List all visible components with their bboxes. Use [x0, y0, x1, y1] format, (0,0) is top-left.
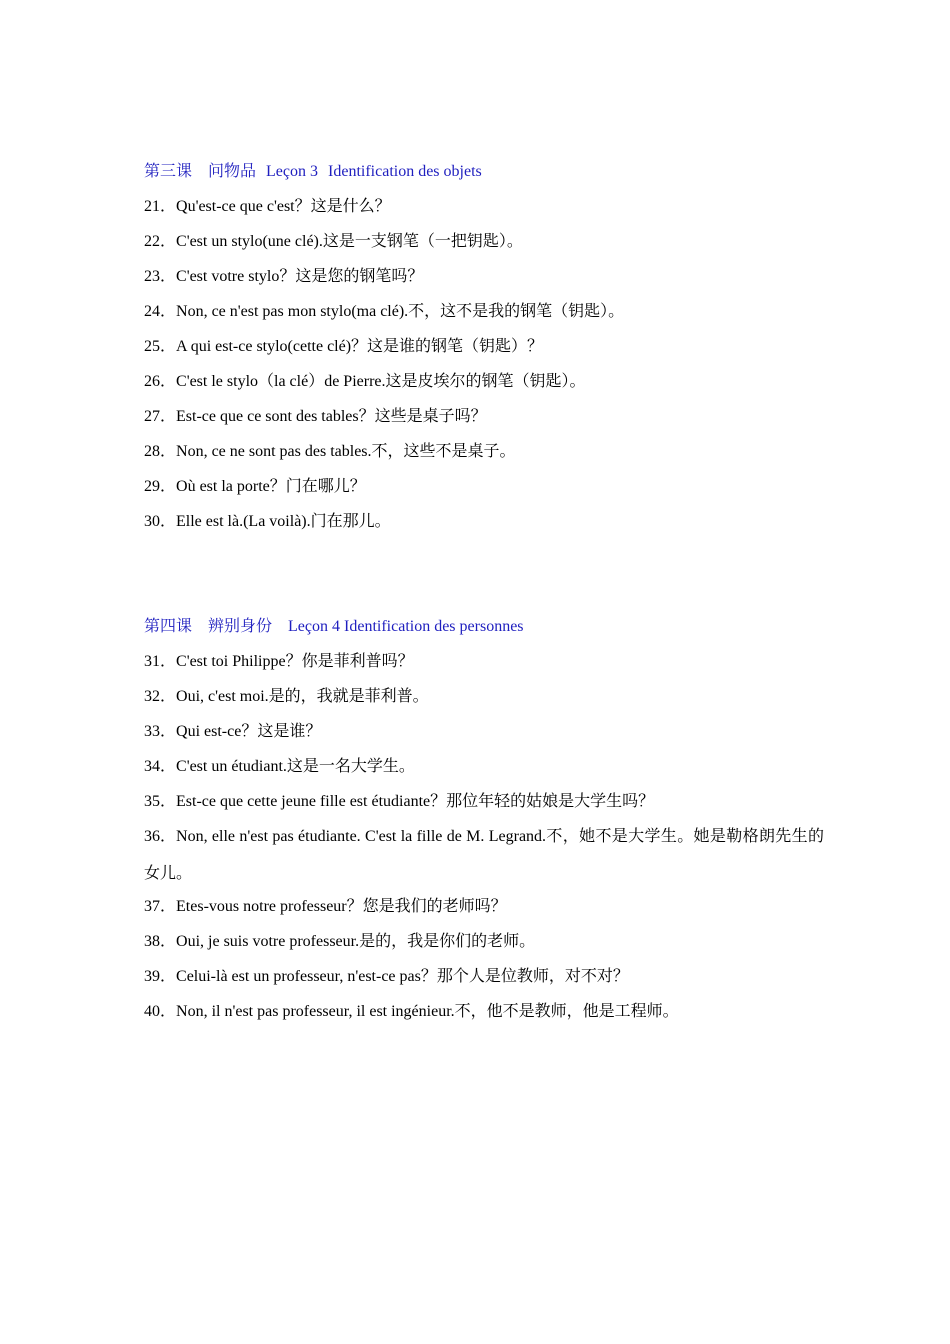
phrase-line — [144, 265, 824, 289]
lesson-3-cn-title: 问物品 — [208, 163, 257, 180]
phrase-line — [144, 685, 824, 709]
phrase-line — [144, 335, 824, 359]
phrase-number: 25． — [144, 338, 177, 355]
phrase-text: Est-ce que ce sont des tables？这些是桌子吗？ — [176, 408, 487, 425]
phrase-number: 37． — [144, 898, 177, 915]
phrase-line — [144, 720, 824, 744]
phrase-number: 38． — [144, 933, 177, 950]
phrase-text: Oui, c'est moi.是的，我就是菲利普。 — [176, 688, 429, 705]
phrase-number: 28． — [144, 443, 177, 460]
lesson-4-cn-number: 第四课 — [144, 618, 193, 635]
phrase-text: Non, ce ne sont pas des tables.不，这些不是桌子。 — [176, 443, 516, 460]
phrase-text: Non, il n'est pas professeur, il est ingénieur.不，他不是教师，他是工程师。 — [176, 1003, 679, 1020]
phrase-line — [144, 405, 824, 429]
phrase-number: 34． — [144, 758, 177, 775]
phrase-text: C'est un stylo(une clé).这是一支钢笔（一把钥匙）。 — [176, 233, 523, 250]
phrase-number: 24． — [144, 303, 177, 320]
phrase-line — [144, 440, 824, 464]
phrase-line — [144, 818, 824, 892]
phrase-text: Qui est-ce？这是谁？ — [176, 723, 322, 740]
phrase-number: 32． — [144, 688, 177, 705]
phrase-number: 30． — [144, 513, 177, 530]
phrase-text: Qu'est-ce que c'est？这是什么？ — [176, 198, 391, 215]
phrase-text: Non, elle n'est pas étudiante. C'est la fille de M. Legrand.不，她不是大学生。她是勒格朗先生的女儿。 — [144, 828, 824, 882]
phrase-text: Elle est là.(La voilà).门在那儿。 — [176, 513, 391, 530]
phrase-line — [144, 230, 824, 254]
phrase-number: 23． — [144, 268, 177, 285]
phrase-text: Oui, je suis votre professeur.是的，我是你们的老师。 — [176, 933, 536, 950]
phrase-text: Celui-là est un professeur, n'est-ce pas？那个人是位教师，对不对？ — [176, 968, 629, 985]
phrase-number: 33． — [144, 723, 177, 740]
phrase-line — [144, 1000, 824, 1024]
phrase-number: 31． — [144, 653, 177, 670]
phrase-line — [144, 790, 824, 814]
phrase-line — [144, 475, 824, 499]
phrase-line — [144, 895, 824, 919]
phrase-line — [144, 195, 824, 219]
lesson-4-fr-number: Leçon 4 — [288, 618, 341, 635]
phrase-text: Est-ce que cette jeune fille est étudiante？那位年轻的姑娘是大学生吗？ — [176, 793, 655, 810]
phrase-text: C'est toi Philippe？你是菲利普吗？ — [176, 653, 414, 670]
phrase-text: C'est votre stylo？这是您的钢笔吗？ — [176, 268, 424, 285]
phrase-number: 27． — [144, 408, 177, 425]
lesson-3-section — [144, 160, 824, 545]
phrase-text: Etes-vous notre professeur？您是我们的老师吗？ — [176, 898, 507, 915]
phrase-number: 40． — [144, 1003, 177, 1020]
lesson-3-fr-number: Leçon 3 — [266, 163, 319, 180]
phrase-text: C'est le stylo（la clé）de Pierre.这是皮埃尔的钢笔（钥匙）。 — [176, 373, 586, 390]
phrase-line — [144, 965, 824, 989]
phrase-number: 39． — [144, 968, 177, 985]
phrase-text: A qui est-ce stylo(cette clé)？这是谁的钢笔（钥匙）？ — [176, 338, 544, 355]
phrase-line — [144, 755, 824, 779]
phrase-number: 22． — [144, 233, 177, 250]
phrase-number: 29． — [144, 478, 177, 495]
lesson-3-fr-title: Identification des objets — [328, 163, 482, 180]
phrase-number: 26． — [144, 373, 177, 390]
phrase-number: 21． — [144, 198, 177, 215]
phrase-text: Où est la porte？门在哪儿？ — [176, 478, 366, 495]
phrase-number: 35． — [144, 793, 177, 810]
phrase-text: C'est un étudiant.这是一名大学生。 — [176, 758, 415, 775]
lesson-3-cn-number: 第三课 — [144, 163, 193, 180]
lesson-4-heading — [144, 615, 824, 639]
phrase-text: Non, ce n'est pas mon stylo(ma clé).不，这不是我的钢笔（钥匙）。 — [176, 303, 625, 320]
phrase-line — [144, 300, 824, 324]
phrase-line — [144, 930, 824, 954]
phrase-line — [144, 370, 824, 394]
phrase-line — [144, 650, 824, 674]
phrase-number: 36． — [144, 828, 177, 845]
phrase-line — [144, 510, 824, 534]
lesson-3-heading — [144, 160, 824, 184]
lesson-4-section — [144, 615, 824, 1035]
lesson-4-fr-title: Identification des personnes — [344, 618, 524, 635]
lesson-4-cn-title: 辨别身份 — [208, 618, 273, 635]
